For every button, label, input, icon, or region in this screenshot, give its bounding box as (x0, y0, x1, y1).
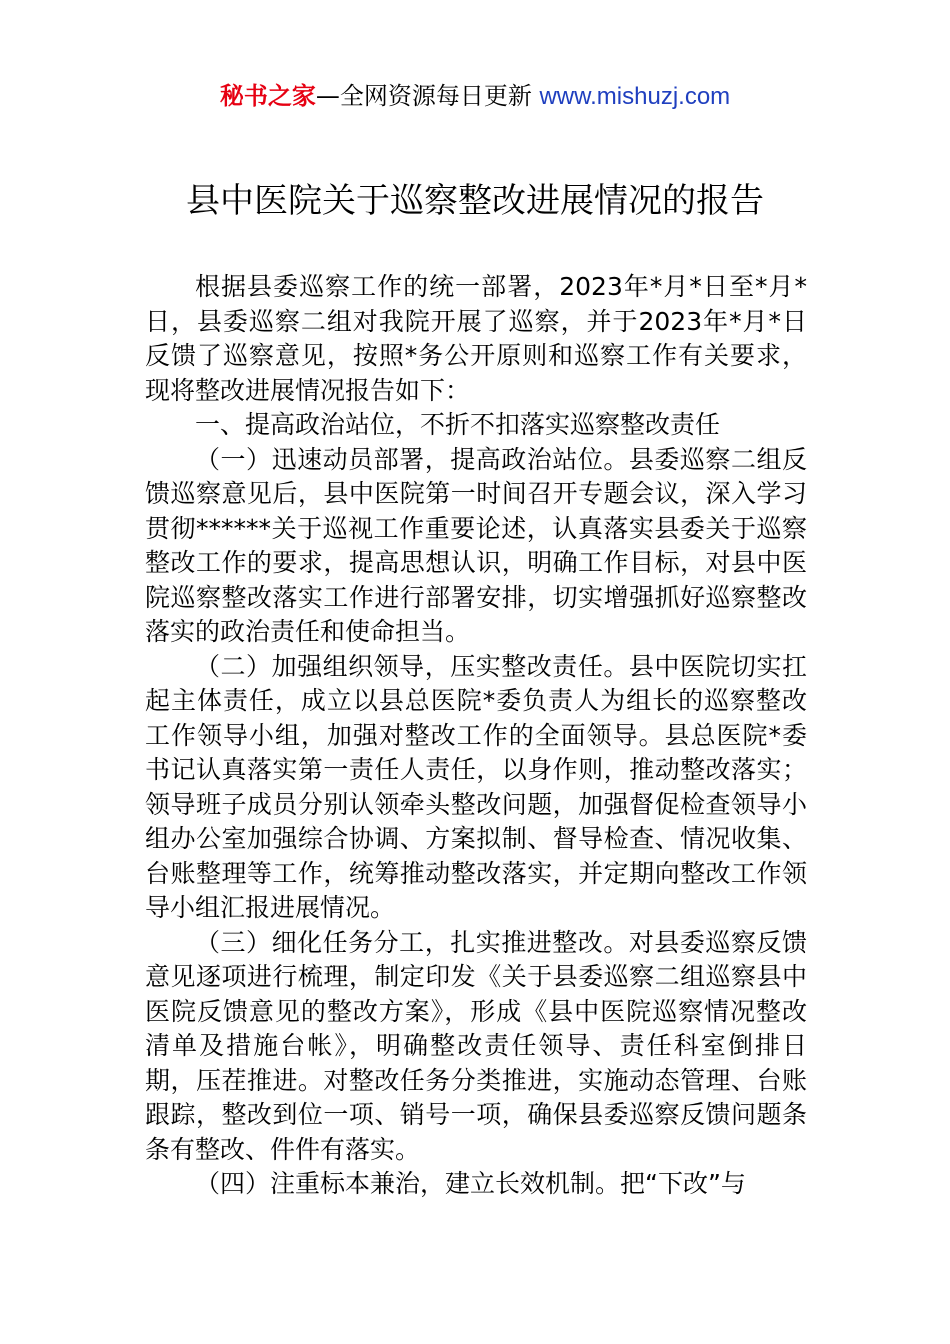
paragraph-2: （二）加强组织领导，压实整改责任。县中医院切实扛起主体责任，成立以县总医院*委负责人为组长的巡察整改工作领导小组，加强对整改工作的全面领导。县总医院*委书记认真落实第一责任人责任，以身作则，推动整改落实；领导班子成员分别认领牵头整改问题，加强督促检查领导小组办公室加强综合协调、方案拟制、督导检查、情况收集、台账整理等工作，统筹推动整改落实，并定期向整改工作领导小组汇报进展情况。 (145, 651, 807, 922)
site-tagline: —全网资源每日更新 (315, 82, 540, 110)
site-brand: 秘书之家 (219, 82, 316, 110)
paragraph-4: （四）注重标本兼治，建立长效机制。把“下改”与 (195, 1169, 746, 1198)
intro-paragraph: 根据县委巡察工作的统一部署，2023年*月*日至*月*日，县委巡察二组对我院开展了巡察，并于2023年*月*日反馈了巡察意见，按照*务公开原则和巡察工作有关要求，现将整改进展情况报告如下： (145, 272, 807, 405)
site-header (0, 80, 950, 113)
section-heading-1: 一、提高政治站位，不折不扣落实巡察整改责任 (195, 410, 721, 439)
document-body (145, 270, 807, 1202)
paragraph-1: （一）迅速动员部署，提高政治站位。县委巡察二组反馈巡察意见后，县中医院第一时间召开专题会议，深入学习贯彻******关于巡视工作重要论述，认真落实县委关于巡察整改工作的要求，提高思想认识，明确工作目标，对县中医院巡察整改落实工作进行部署安排，切实增强抓好巡察整改落实的政治责任和使命担当。 (145, 444, 807, 646)
site-url-link[interactable]: www.mishuzj.com (539, 83, 731, 110)
document-title: 县中医院关于巡察整改进展情况的报告 (186, 181, 764, 221)
paragraph-3: （三）细化任务分工，扎实推进整改。对县委巡察反馈意见逐项进行梳理，制定印发《关于县委巡察二组巡察县中医院反馈意见的整改方案》，形成《县中医院巡察情况整改清单及措施台帐》，明确整改责任领导、责任科室倒排日期，压茬推进。对整改任务分类推进，实施动态管理、台账跟踪，整改到位一项、销号一项，确保县委巡察反馈问题条条有整改、件件有落实。 (145, 927, 807, 1164)
